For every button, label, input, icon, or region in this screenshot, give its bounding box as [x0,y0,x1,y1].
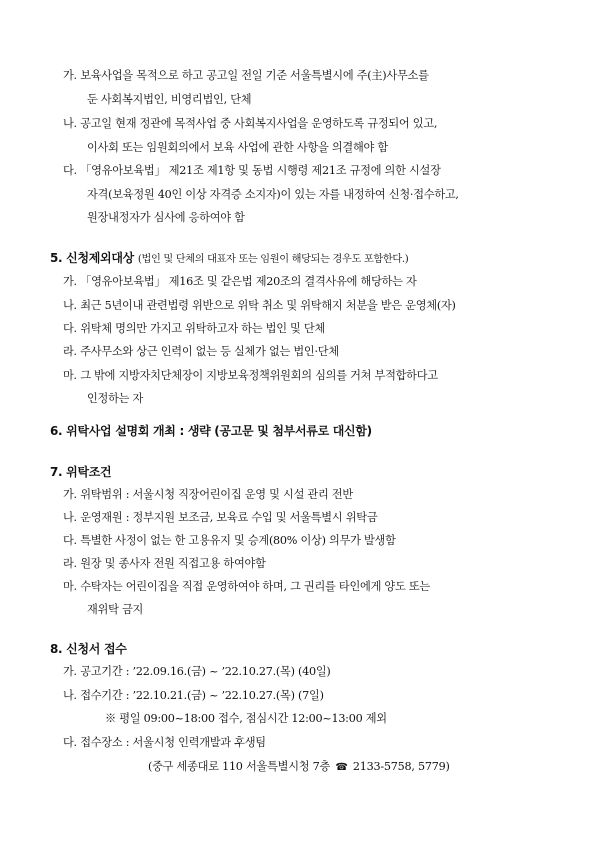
item-text: 「영유아보육법」 제16조 및 같은법 제20조의 결격사유에 해당하는 자 [80,275,417,288]
sec5-item-ma [63,369,438,383]
sec8-item-na [63,689,324,703]
item-marker: 라. [63,345,77,358]
sec8-address-line [148,760,450,775]
item-marker: 다. [63,736,77,749]
sec8-heading: 8. 신청서 접수 [50,642,127,656]
section-title: 5. 신청제외대상 [50,251,134,265]
item-text: 수탁자는 어린이집을 직접 운영하여야 하며, 그 권리를 타인에게 양도 또는 [80,580,430,593]
item-marker: 가. [63,665,77,678]
item-text: 보육사업을 목적으로 하고 공고일 전일 기준 서울특별시에 주(主)사무소를 [80,69,429,82]
phone-icon: ☎ [335,762,348,773]
sec7-heading: 7. 위탁조건 [50,465,112,479]
sec8-item-da [63,736,266,750]
sec4-item-na-cont: 이사회 또는 임원회의에서 보육 사업에 관한 사항을 의결해야 함 [87,141,388,154]
item-text: 주사무소와 상근 인력이 없는 등 실체가 없는 법인·단체 [80,345,339,358]
sec8-hours-note: ※ 평일 09:00~18:00 접수, 점심시간 12:00~13:00 제외 [105,712,387,725]
sec8-item-ga [63,665,331,679]
sec5-item-ga [63,275,417,289]
item-marker: 가. [63,488,77,501]
item-text: 위탁체 명의만 가지고 위탁하고자 하는 법인 및 단체 [80,322,326,335]
sec7-item-na [63,511,377,525]
item-marker: 나. [63,117,77,130]
sec4-item-ga-cont: 둔 사회복지법인, 비영리법인, 단체 [87,93,252,106]
sec7-item-ra [63,557,266,571]
item-marker: 가. [63,69,77,82]
sec7-item-ga [63,488,353,502]
sec7-item-ma-cont: 재위탁 금지 [87,603,144,616]
item-marker: 나. [63,299,77,312]
sec5-heading [50,251,408,267]
phone-text: 2133-5758, 5779) [352,760,450,773]
item-text: 특별한 사정이 없는 한 고용유지 및 승계(80% 이상) 의무가 발생함 [80,534,396,547]
sec5-item-na [63,299,456,313]
item-text: 위탁범위 : 서울시청 직장어린이집 운영 및 시설 관리 전반 [80,488,353,501]
item-marker: 라. [63,557,77,570]
item-marker: 가. [63,275,77,288]
sec4-item-ga [63,69,429,83]
section-note: (법인 및 단체의 대표자 또는 임원이 해당되는 경우도 포함한다.) [137,254,409,265]
sec4-item-na [63,117,437,131]
sec6-heading: 6. 위탁사업 설명회 개최 : 생략 (공고문 및 첨부서류로 대신함) [50,424,372,438]
address-text: (중구 세종대로 110 서울특별시청 7층 [148,760,331,773]
item-text: 운영재원 : 정부지원 보조금, 보육료 수입 및 서울특별시 위탁금 [80,511,378,524]
sec4-item-da-cont-2: 원장내정자가 심사에 응하여야 함 [87,211,245,224]
item-text: 접수기간 : ’22.10.21.(금) ~ ’22.10.27.(목) (7일) [80,689,324,702]
item-text: 공고기간 : ’22.09.16.(금) ~ ’22.10.27.(목) (40일) [80,665,331,678]
sec4-item-da [63,164,441,178]
item-text: 최근 5년이내 관련법령 위반으로 위탁 취소 및 위탁해지 처분을 받은 운영체(자) [80,299,456,312]
sec5-item-ma-cont: 인정하는 자 [87,392,144,405]
sec5-item-ra [63,345,339,359]
item-marker: 나. [63,511,77,524]
item-marker: 마. [63,369,77,382]
item-text: 원장 및 종사자 전원 직접고용 하여야함 [80,557,266,570]
sec5-item-da [63,322,325,336]
sec4-item-da-cont-1: 자격(보육정원 40인 이상 자격증 소지자)이 있는 자를 내정하여 신청·접수하고, [87,188,459,201]
item-marker: 다. [63,164,77,177]
item-marker: 나. [63,689,77,702]
item-marker: 다. [63,534,77,547]
item-marker: 마. [63,580,77,593]
sec7-item-ma [63,580,430,594]
item-text: 공고일 현재 정관에 목적사업 중 사회복지사업을 운영하도록 규정되어 있고, [80,117,438,130]
sec7-item-da [63,534,396,548]
item-text: 접수장소 : 서울시청 인력개발과 후생팀 [80,736,266,749]
item-text: 「영유아보육법」 제21조 제1항 및 동법 시행령 제21조 규정에 의한 시설장 [80,164,441,177]
item-text: 그 밖에 지방자치단체장이 지방보육정책위원회의 심의를 거쳐 부적합하다고 [80,369,438,382]
item-marker: 다. [63,322,77,335]
